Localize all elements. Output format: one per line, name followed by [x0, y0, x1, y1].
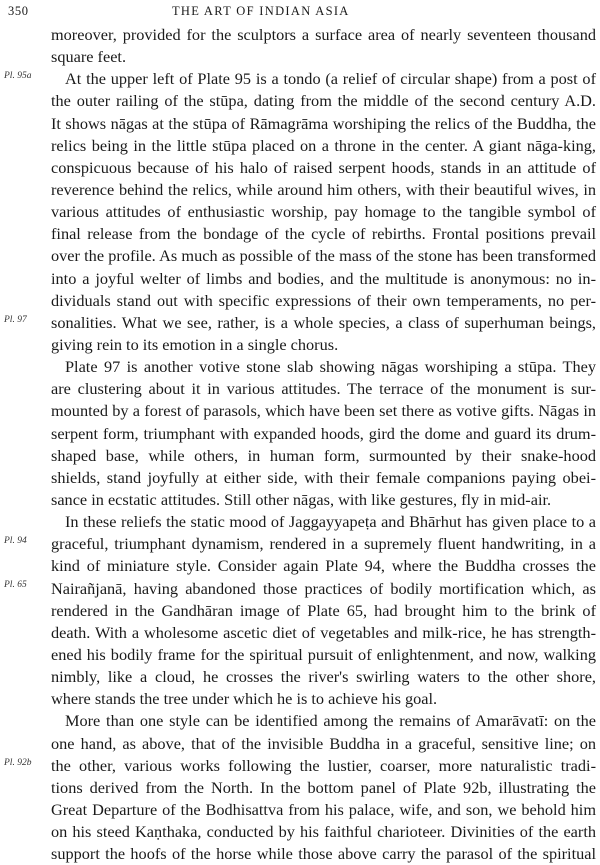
text-line: tions derived from the North. In the bottom panel of Plate 92b, illustrating the [51, 777, 596, 797]
paragraph [51, 511, 596, 710]
running-header [0, 4, 600, 20]
text-line: final release from the bondage of the cycle of rebirths. Frontal positions prevail [51, 224, 596, 244]
text-line: giving rein to its emotion in a single chorus. [51, 334, 339, 354]
text-line: kind of miniature style. Consider again Plate 94, where the Buddha crosses the [51, 556, 596, 576]
text-line: rendered in the Gandhāran image of Plate 65, had brought him to the brink of [51, 600, 596, 620]
text-line: serpent form, triumphant with expanded hoods, gird the dome and guard its drum- [51, 423, 596, 443]
text-line: where stands the tree under which he is to achieve his goal. [51, 689, 438, 709]
text-line: mounted by a forest of parasols, which have been set there as votive gifts. Nāgas in [51, 401, 596, 421]
text-line: Nairañjanā, having abandoned those practices of bodily mortification which, as [51, 578, 596, 598]
text-line: square feet. [51, 47, 127, 67]
margin-label-pl-92b: Pl. 92b [4, 758, 32, 768]
text-line: conspicuous because of his halo of raised serpent hoods, stands in an attitude of [51, 157, 596, 177]
text-line: are clustering about it in various attitudes. The terrace of the monument is sur- [51, 379, 596, 399]
margin-label-pl-94: Pl. 94 [4, 536, 27, 546]
text-line: the other, various works following the lustier, coarser, more naturalistic tradi- [51, 755, 596, 775]
text-line: shields, stand joyfully at either side, with their female companions paying obei- [51, 467, 596, 487]
text-line: one hand, as above, that of the invisible Buddha in a graceful, sensitive line; on [51, 733, 596, 753]
margin-label-pl-97: Pl. 97 [4, 315, 27, 325]
text-line: Great Departure of the Bodhisattva from his palace, wife, and son, we behold him [51, 799, 596, 819]
text-line: various attitudes of enthusiastic worship, pay homage to the tangible symbol of [51, 202, 596, 222]
text-line: moreover, provided for the sculptors a surface area of nearly seventeen thousand [51, 25, 596, 44]
text-line: dividuals stand out with specific expressions of their own temperaments, no per- [51, 290, 596, 310]
paragraph [51, 68, 596, 356]
text-line: graceful, triumphant dynamism, rendered in a supremely fluent handwriting, in a [51, 534, 596, 554]
text-line: ened his bodily frame for the spiritual pursuit of enlightenment, and now, walking [51, 644, 596, 664]
margin-label-pl-95a: Pl. 95a [4, 71, 32, 81]
text-line: In these reliefs the static mood of Jaggayyapeṭa and Bhārhut has given place to a [65, 512, 596, 532]
text-line: shaped base, while others, in human form, surmounted by their snake-hood [51, 445, 596, 465]
text-line: on his steed Kaṇthaka, conducted by his faithful charioteer. Divinities of the earth [51, 822, 596, 842]
text-line: into a joyful welter of limbs and bodies, and the multitude is anonymous: no in- [51, 268, 596, 288]
text-line: over the profile. As much as possible of the mass of the stone has been transformed [51, 246, 596, 266]
body-text [51, 24, 596, 865]
text-line: It shows nāgas at the stūpa of Rāmagrāma worshiping the relics of the Buddha, the [51, 113, 596, 133]
text-line: sance in ecstatic attitudes. Still other nāgas, with like gestures, fly in mid-air. [51, 489, 552, 509]
text-line: Plate 97 is another votive stone slab showing nāgas worshiping a stūpa. They [65, 357, 596, 377]
margin-label-pl-65: Pl. 65 [4, 580, 27, 590]
paragraph [51, 24, 596, 68]
paragraph [51, 710, 596, 865]
text-line: More than one style can be identified among the remains of Amarāvatī: on the [65, 711, 596, 731]
text-line: reverence behind the relics, while around him others, with their beautiful wives, in [51, 179, 596, 199]
text-line: death. With a wholesome ascetic diet of vegetables and milk-rice, he has strength- [51, 622, 596, 642]
text-line: support the hoofs of the horse while those above carry the parasol of the spiritual [51, 844, 596, 864]
text-line: relics being in the little stūpa placed on a throne in the center. A giant nāga-king, [51, 135, 596, 155]
paragraph [51, 356, 596, 511]
text-line: sonalities. What we see, rather, is a whole species, a class of superhuman beings, [51, 312, 596, 332]
text-line: the outer railing of the stūpa, dating from the middle of the second century A.D. [51, 91, 596, 111]
running-title: THE ART OF INDIAN ASIA [172, 4, 350, 18]
page-number: 350 [8, 4, 29, 18]
text-line: nimbly, like a cloud, he crosses the river's swirling waters to the other shore, [51, 667, 596, 687]
text-line: At the upper left of Plate 95 is a tondo (a relief of circular shape) from a post of [65, 69, 596, 89]
